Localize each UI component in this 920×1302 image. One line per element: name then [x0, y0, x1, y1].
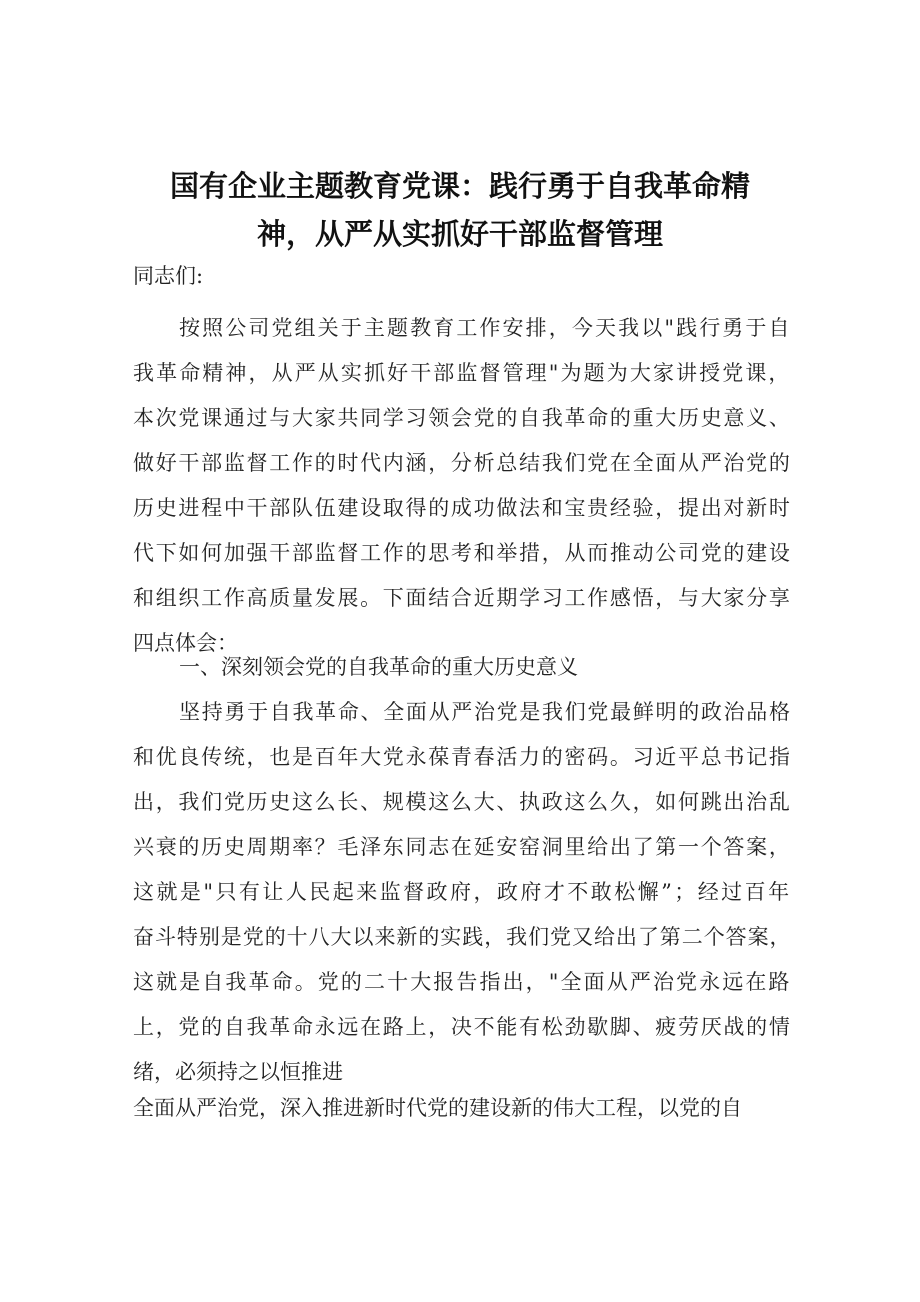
title-line-1: 国有企业主题教育党课：践行勇于自我革命精 — [169, 169, 750, 203]
paragraph-continuation — [133, 1086, 793, 1131]
paragraph-section-one — [133, 690, 793, 1095]
paragraph-line: 按照公司党组关于主题教育工作安排，今天我以"践行勇于自 — [179, 316, 792, 340]
paragraph-line: 绪，必须持之以恒推进 — [133, 1060, 343, 1084]
paragraph-line: 代下如何加强干部监督工作的思考和举措，从而推动公司党的建设 — [133, 541, 792, 565]
paragraph-line: 和优良传统，也是百年大党永葆青春活力的密码。习近平总书记指 — [133, 745, 792, 769]
paragraph-line: 做好干部监督工作的时代内涵，分析总结我们党在全面从严治党的 — [133, 451, 792, 475]
paragraph-line: 本次党课通过与大家共同学习领会党的自我革命的重大历史意义、 — [133, 406, 792, 430]
paragraph-line: 我革命精神，从严从实抓好干部监督管理"为题为大家讲授党课， — [133, 361, 792, 385]
paragraph-line: 四点体会： — [133, 631, 238, 655]
paragraph-line: 坚持勇于自我革命、全面从严治党是我们党最鲜明的政治品格 — [179, 700, 792, 724]
paragraph-line: 历史进程中干部队伍建设取得的成功做法和宝贵经验，提出对新时 — [133, 496, 792, 520]
paragraph-line: 上，党的自我革命永远在路上，决不能有松劲歇脚、疲劳厌战的情 — [133, 1015, 792, 1039]
paragraph-line: 兴衰的历史周期率？毛泽东同志在延安窑洞里给出了第一个答案， — [133, 835, 792, 859]
document-title — [130, 162, 790, 258]
paragraph-line: 和组织工作高质量发展。下面结合近期学习工作感悟，与大家分享 — [133, 586, 792, 610]
section-heading-text: 一、深刻领会党的自我革命的重大历史意义 — [179, 655, 578, 679]
title-line-2: 神，从严从实抓好干部监督管理 — [256, 217, 663, 251]
section-heading — [133, 645, 793, 690]
paragraph-line: 出，我们党历史这么长、规模这么大、执政这么久，如何跳出治乱 — [133, 790, 792, 814]
paragraph-line: 全面从严治党，深入推进新时代党的建设新的伟大工程，以党的自 — [133, 1096, 742, 1120]
paragraph-intro — [133, 306, 793, 666]
paragraph-line: 这就是自我革命。党的二十大报告指出，"全面从严治党永远在路 — [133, 970, 792, 994]
paragraph-line: 奋斗特别是党的十八大以来新的实践，我们党又给出了第二个答案， — [133, 925, 792, 949]
greeting: 同志们: — [133, 264, 204, 288]
paragraph-line: 这就是"只有让人民起来监督政府，政府才不敢松懈”；经过百年 — [133, 880, 792, 904]
